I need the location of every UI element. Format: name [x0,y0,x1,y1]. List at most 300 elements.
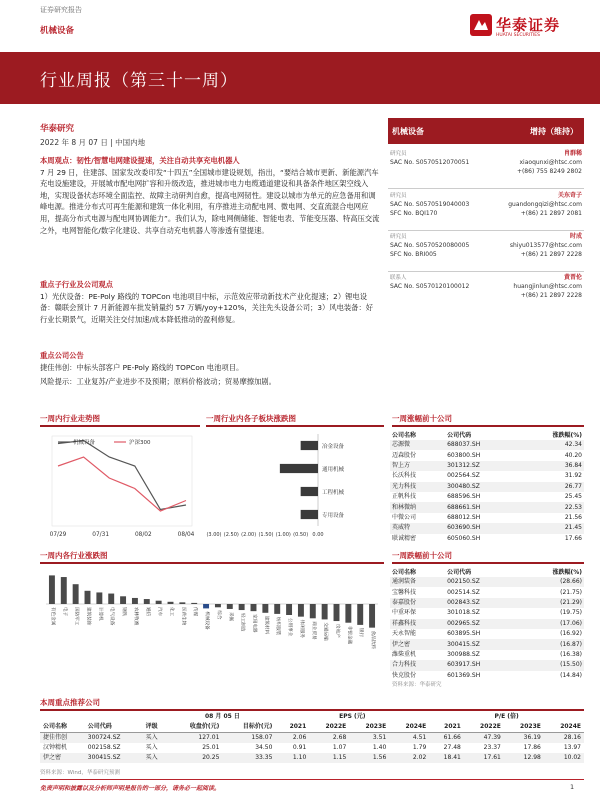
table-cell: 688037.SH [447,441,481,449]
title-banner [0,52,600,104]
industry-bar [168,602,174,604]
x-tick-label: (1.00) [275,532,291,538]
table-cell: 002514.SZ [447,588,480,596]
analyst-sfc: SFC No. BRI005 [390,251,437,258]
table-cell: (16.92) [560,630,582,638]
logo-mark-icon [470,14,492,36]
industry-label: 建筑材料 [263,615,269,635]
table-cell: 10.02 [563,754,581,761]
column-header: 收盘价(元) [189,723,220,730]
announcements-heading: 重点公司公告 [40,351,84,360]
rating-value: 增持（维持） [530,127,578,136]
table-cell: 42.34 [564,441,582,449]
industry-chart [40,566,384,666]
analyst-sfc: SFC No. BQI170 [390,210,438,217]
rating-box [388,118,584,144]
table-cell: 潍柴重机 [392,650,417,658]
industry-label: 电子 [61,607,67,617]
analyst-email[interactable]: huangjinlun@htsc.com [513,283,582,290]
table-cell: 26.77 [564,482,582,490]
table-cell: 买入 [145,744,158,751]
industry-bar [298,604,304,617]
table-row [390,639,584,649]
analyst-name: 肖群稀 [563,150,582,157]
industry-label: 食品饮料 [370,630,376,650]
column-header: 公司代码 [447,568,472,576]
series-line [58,457,186,511]
industry-label: 商业贸易 [310,621,316,640]
table-row [390,608,584,618]
industry-bar [334,604,340,621]
x-tick-label: (1.50) [258,532,274,538]
column-header: 2023E [365,723,387,730]
column-header: 2022E [325,723,347,730]
table-cell: 25.01 [202,744,220,751]
industry-bar [191,603,197,604]
table-cell: 12.98 [523,754,541,761]
source-note: 资料来源：Wind，华泰研究预测 [40,770,120,776]
page-number: 1 [570,783,575,791]
table-row [390,440,584,450]
industry-label: 汽车 [156,607,162,617]
table-cell: 36.19 [523,734,541,741]
column-header: 公司名称 [392,431,417,439]
table-cell: 40.20 [564,451,582,459]
industry-bar [227,604,233,609]
table-cell: 英威特 [392,524,411,532]
analyst-name: 黄晋伦 [563,274,582,281]
table-cell: 158.07 [251,734,273,741]
summary-block [40,155,380,236]
sector-chart-title: 一周行业内各子板块涨跌图 [206,414,296,423]
sector-bar [301,510,318,519]
table-row [390,660,584,670]
doc-type: 证券研究报告 [40,6,82,14]
table-cell: 002158.SZ [87,744,121,751]
series-line [58,441,186,510]
top-up-table [390,428,584,544]
table-row [390,629,584,639]
huatai-logo [470,14,580,40]
table-cell: 28.16 [563,734,581,741]
table-cell: 3.51 [372,734,387,741]
table-cell: 25.45 [564,493,582,501]
table-cell: (21.75) [560,588,582,596]
divider [206,425,384,427]
source-note: 资料来源：华泰研究 [392,682,442,688]
analyst-card [388,148,584,189]
table-cell: 芯源微 [392,441,411,449]
table-cell: 光力科技 [392,482,417,490]
table-cell: 36.84 [564,461,582,469]
sector-bar [301,441,318,450]
table-cell: (16.38) [560,650,582,658]
table-cell: 正帆科技 [392,493,417,501]
table-cell: 中微公司 [392,513,417,521]
table-cell: 合力科技 [392,661,417,669]
industry-bar [345,604,351,623]
table-cell: 天永智能 [392,630,417,638]
table-header-row [40,712,584,722]
table-cell: 长沃科技 [392,472,417,480]
table-row [390,482,584,492]
disclaimer: 免责声明和披露以及分析师声明是报告的一部分，请务必一起阅读。 [40,785,221,792]
industry-bar [369,604,375,628]
table-row [40,733,584,744]
table-cell: (19.75) [560,609,582,617]
table-cell: 买入 [145,754,158,761]
category-label: 机械设备 [40,26,75,36]
logo-text-en: HUATAI SECURITIES [496,33,541,38]
industry-bar [357,604,363,625]
date-line: 2022 年 8 月 07 日 | 中国内地 [40,138,146,147]
table-cell: (28.66) [560,578,582,586]
table-cell: 002564.SZ [447,472,480,480]
table-cell: 17.86 [523,744,541,751]
table-cell: 泰嘉股份 [392,598,417,606]
table-cell: (16.87) [560,640,582,648]
table-header-row [390,428,584,440]
table-cell: 迈森股份 [392,451,417,459]
table-cell: 17.66 [564,534,582,542]
industry-label: 交通运输 [322,622,328,641]
industry-bar [96,592,102,604]
analyst-email[interactable]: guandongqizi@htsc.com [508,201,582,208]
industry-bar [179,602,185,604]
column-group-header [40,712,85,722]
industry-bar [49,575,55,604]
table-cell: (21.29) [560,598,582,606]
recommend-title: 本周重点推荐公司 [40,698,100,707]
table-cell: 21.45 [564,524,582,532]
announcements-text: 捷佳伟创：中标头部客户 PE-Poly 路线的 TOPCon 电池项目。 [40,362,244,372]
table-cell: 22.53 [564,503,582,511]
table-cell: 中重环保 [392,609,417,617]
summary-text: 7 月 29 日，住建部、国家发改委印发“十四五”全国城市建设规划，指出，“要结合城市更新、新能源汽车充电设施建设，开展城市配电网扩容和升级改造，推进城市电力电缆通道建设和具备条件地区架空线入地，实现设备状态环境全面监控、故障主动研判自愈，提高电网韧性。建设以城市为单元的应急备用和调峰电源。推进分布式可再生能源和建筑一体化利用，有序推进主动配电网、微电网、交直流混合电网应用，提高分布式电源与配电网协调能力”。我们认为，除电网侧储能、智能电表、节能变压器、特高压交流之外，电网智能化/数字化建设、共享自动充电机器人等渗透有望提速。 [40,167,380,235]
top-up-title: 一周涨幅前十公司 [392,414,452,423]
sector-chart [206,428,384,548]
industry-label: 农林牧渔 [132,607,138,626]
analyst-role: 研究员 [390,193,407,199]
x-tick-label: 07/31 [92,532,110,538]
sector-label: 通用机械 [322,466,345,473]
sector-bar [280,464,318,473]
table-row [390,523,584,533]
industry-label: 纺织服装 [275,616,281,636]
table-cell: 和林微纳 [392,503,417,511]
table-cell: 002965.SZ [447,619,480,627]
industry-label: 化工 [168,607,174,617]
table-row [390,650,584,660]
industry-label: 家用电器 [251,614,257,633]
table-cell: 688596.SH [447,493,481,501]
industry-bar [144,599,150,604]
table-row [390,492,584,502]
table-cell: 301018.SZ [447,609,480,617]
industry-label: 轻工制造 [239,613,245,632]
table-cell: 603895.SH [447,630,481,638]
column-group-header [143,712,170,722]
industry-bar [203,604,209,608]
summary-heading: 本周观点：韧性/智慧电网建设提速，关注自动共享充电机器人 [40,156,240,165]
table-cell: 21.56 [564,513,582,521]
table-cell: 688012.SH [447,513,481,521]
industry-label: 非银金融 [346,625,352,645]
table-cell: 603800.SH [447,451,481,459]
industry-views-text: 1）光伏设备：PE-Poly 路线的 TOPCon 电池项目中标，示范效应带动新技术产业化提速；2）锂电设备：赣联会预计 7 月新能源车批发销量约 57 万辆/yoy+120%，关注先头设备公司；3）风电装备：好行业长期景气，近期关注交付加速/成本降低推动的盈利修复。 [40,291,374,324]
table-cell: 汉钟精机 [43,744,68,751]
table-cell: 603917.SH [447,661,481,669]
industry-label: 医药生物 [180,607,186,626]
table-cell: 通润装备 [392,578,417,586]
table-cell: 33.35 [255,754,273,761]
sector-label: 工程机械 [322,489,345,496]
industry-bar [120,596,126,604]
industry-label: 电气设备 [109,607,115,626]
table-cell: (14.84) [560,671,582,679]
analyst-sac: SAC No. S0570519040003 [390,201,470,208]
rating-sector: 机械设备 [392,127,424,136]
column-header: 2021 [444,723,461,730]
industry-bar [132,598,138,604]
table-cell: 智上方 [392,461,411,469]
column-group-header: 08 月 05 日 [204,713,240,720]
analyst-phone: +(86) 21 2897 2081 [520,210,582,217]
x-tick-label: (3.00) [206,532,222,538]
analyst-card [388,190,584,231]
industry-bar [108,594,114,604]
column-header: 公司名称 [43,723,68,730]
table-cell: 快克股份 [392,671,417,679]
column-header: 公司代码 [87,723,112,730]
table-cell: 1.56 [372,754,387,761]
table-cell: 4.51 [412,734,427,741]
table-cell: 捷佳伟创 [43,734,68,741]
table-row [390,577,584,587]
industry-bar [274,604,280,614]
industry-label: 综合 [215,610,221,620]
industry-label: 建筑装饰 [85,607,91,626]
x-tick-label: 0.00 [312,532,324,538]
sector-label: 专用设备 [322,512,345,519]
x-tick-label: 07/29 [49,532,67,538]
table-cell: 伊之密 [43,754,62,761]
sector-label: 冶金设备 [322,443,345,450]
table-cell: 300988.SZ [447,650,480,658]
table-cell: 23.37 [483,744,501,751]
report-date: 2022 年 8 月 07 日 [40,138,108,147]
industry-bar [322,604,328,619]
table-header-row [390,565,584,577]
industry-label: 公用事业 [287,618,293,637]
table-cell: 祥鑫科技 [392,619,417,627]
risk-text: 风险提示：工业复苏/产业进步不及预期；原料价格波动；贸易摩擦加剧。 [40,377,276,386]
industry-bar [156,601,162,604]
x-tick-label: (2.50) [223,532,239,538]
column-header: 2024E [560,723,581,730]
table-cell: 605060.SH [447,534,481,542]
industry-bar [286,604,292,615]
table-cell: 27.48 [443,744,461,751]
table-cell: 300415.SZ [447,640,480,648]
industry-chart-title: 一周内各行业涨跌图 [40,551,108,560]
table-cell: 34.50 [255,744,273,751]
industry-bar [262,604,268,613]
x-tick-label: (0.50) [293,532,309,538]
column-group-header: P/E (倍) [494,713,519,720]
column-header: 2024E [405,723,427,730]
x-tick-label: 08/04 [177,532,195,538]
column-header: 公司名称 [392,568,417,576]
table-cell: 18.41 [443,754,461,761]
announcements-block [40,350,380,373]
table-cell: (15.50) [560,661,582,669]
table-cell: 601369.SH [447,671,481,679]
analyst-card [388,272,584,313]
table-cell: 47.39 [483,734,501,741]
table-cell: 127.01 [198,734,220,741]
recommend-table [40,712,584,763]
industry-label: 国防军工 [73,607,79,626]
industry-label: 钢铁 [121,607,127,617]
analyst-name: 关东奇子 [557,192,582,199]
analyst-sac: SAC No. S0570520080005 [390,242,470,249]
sector-bar [301,487,318,496]
table-row [390,502,584,512]
column-header: 涨跌幅(%) [552,568,582,576]
table-row [390,598,584,608]
table-row [390,619,584,629]
table-cell: 300415.SZ [87,754,121,761]
divider [392,562,584,564]
column-header: 涨跌幅(%) [552,431,582,439]
table-cell: 301312.SZ [447,461,480,469]
table-cell: 13.97 [563,744,581,751]
table-cell: 1.79 [412,744,427,751]
column-header: 2022E [480,723,501,730]
industry-bar [85,591,91,604]
table-cell: 1.15 [332,754,347,761]
column-header: 2021 [289,723,307,730]
column-header: 评级 [145,723,158,730]
table-cell: 603690.SH [447,524,481,532]
industry-label: 休闲服务 [298,619,304,639]
table-cell: 联诚精密 [392,534,417,542]
industry-bar [239,604,245,610]
source-label: 华泰研究 [40,124,75,134]
industry-bar [310,604,316,618]
table-cell: 688661.SH [447,503,481,511]
analyst-email[interactable]: shiyu013577@htsc.com [509,242,582,249]
table-cell: 1.10 [292,754,307,761]
table-cell: 2.06 [292,734,307,741]
divider [40,562,384,564]
footer-divider [40,779,584,780]
legend-label: 沪深300 [129,440,151,446]
analyst-sac: SAC No. S0570512070051 [390,159,470,166]
table-row [390,587,584,597]
table-cell: 2.68 [332,734,347,741]
industry-label: 有色金属 [49,607,55,626]
industry-views-heading: 重点子行业及公司观点 [40,280,113,289]
industry-label: 计算机 [97,607,103,621]
table-cell: 002150.SZ [447,578,480,586]
column-header: 目标价(元) [242,723,273,730]
region: 中国内地 [115,138,146,147]
table-cell: 伊之密 [392,640,411,648]
table-row [390,461,584,471]
table-cell: 17.61 [483,754,501,761]
divider [40,425,200,427]
industry-label: 银行 [358,627,364,638]
analyst-sac: SAC No. S0570120100012 [390,283,470,290]
industry-bar [73,584,79,604]
report-title: 行业周报（第三十一周） [40,71,238,91]
table-cell: 300480.SZ [447,482,480,490]
analyst-phone: +(86) 755 8249 2802 [516,168,582,175]
analyst-card [388,231,584,272]
plot-area [52,436,192,526]
table-cell: 31.92 [564,472,582,480]
table-header-row [40,722,584,733]
column-group-header: EPS (元) [339,713,366,720]
column-group-header [85,712,143,722]
analyst-email[interactable]: xiaoqunxi@htsc.com [519,159,582,166]
table-row [40,753,584,763]
industry-label: 传媒 [192,607,198,617]
table-cell: 1.07 [332,744,347,751]
logo-text-cn: 华泰证券 [496,16,561,34]
analyst-phone: +(86) 21 2897 2228 [520,292,582,299]
top-down-table [390,565,584,681]
analyst-name: 时成 [569,233,582,240]
analyst-role: 研究员 [390,151,407,157]
x-tick-label: 08/02 [134,532,152,538]
legend-label: 机械设备 [73,440,96,446]
industry-bar [61,577,67,604]
table-cell: 宝馨科技 [392,588,417,596]
table-cell: (17.06) [560,619,582,627]
divider [392,425,584,427]
divider [40,709,584,711]
table-cell: 0.91 [292,744,307,751]
table-row [390,450,584,460]
analyst-role: 联系人 [390,275,407,281]
column-header: 2023E [520,723,541,730]
table-cell: 20.25 [202,754,220,761]
table-cell: 002843.SZ [447,598,480,606]
trend-chart [40,428,200,548]
industry-label: 采掘 [227,611,233,622]
table-cell: 1.40 [372,744,387,751]
industry-label: 通信 [144,607,150,617]
analyst-role: 研究员 [390,234,407,240]
industry-label: 房地产 [334,624,340,638]
top-down-title: 一周跌幅前十公司 [392,551,452,560]
analyst-phone: +(86) 21 2897 2228 [520,251,582,258]
trend-chart-title: 一周内行业走势图 [40,414,100,423]
table-cell: 300724.SZ [87,734,121,741]
industry-label: 机械设备 [204,611,210,630]
table-cell: 买入 [145,734,158,741]
industry-bar [215,604,221,607]
table-row [40,743,584,753]
x-tick-label: (2.00) [241,532,257,538]
table-cell: 61.66 [443,734,461,741]
table-row [390,471,584,481]
table-row [390,534,584,544]
table-row [390,513,584,523]
